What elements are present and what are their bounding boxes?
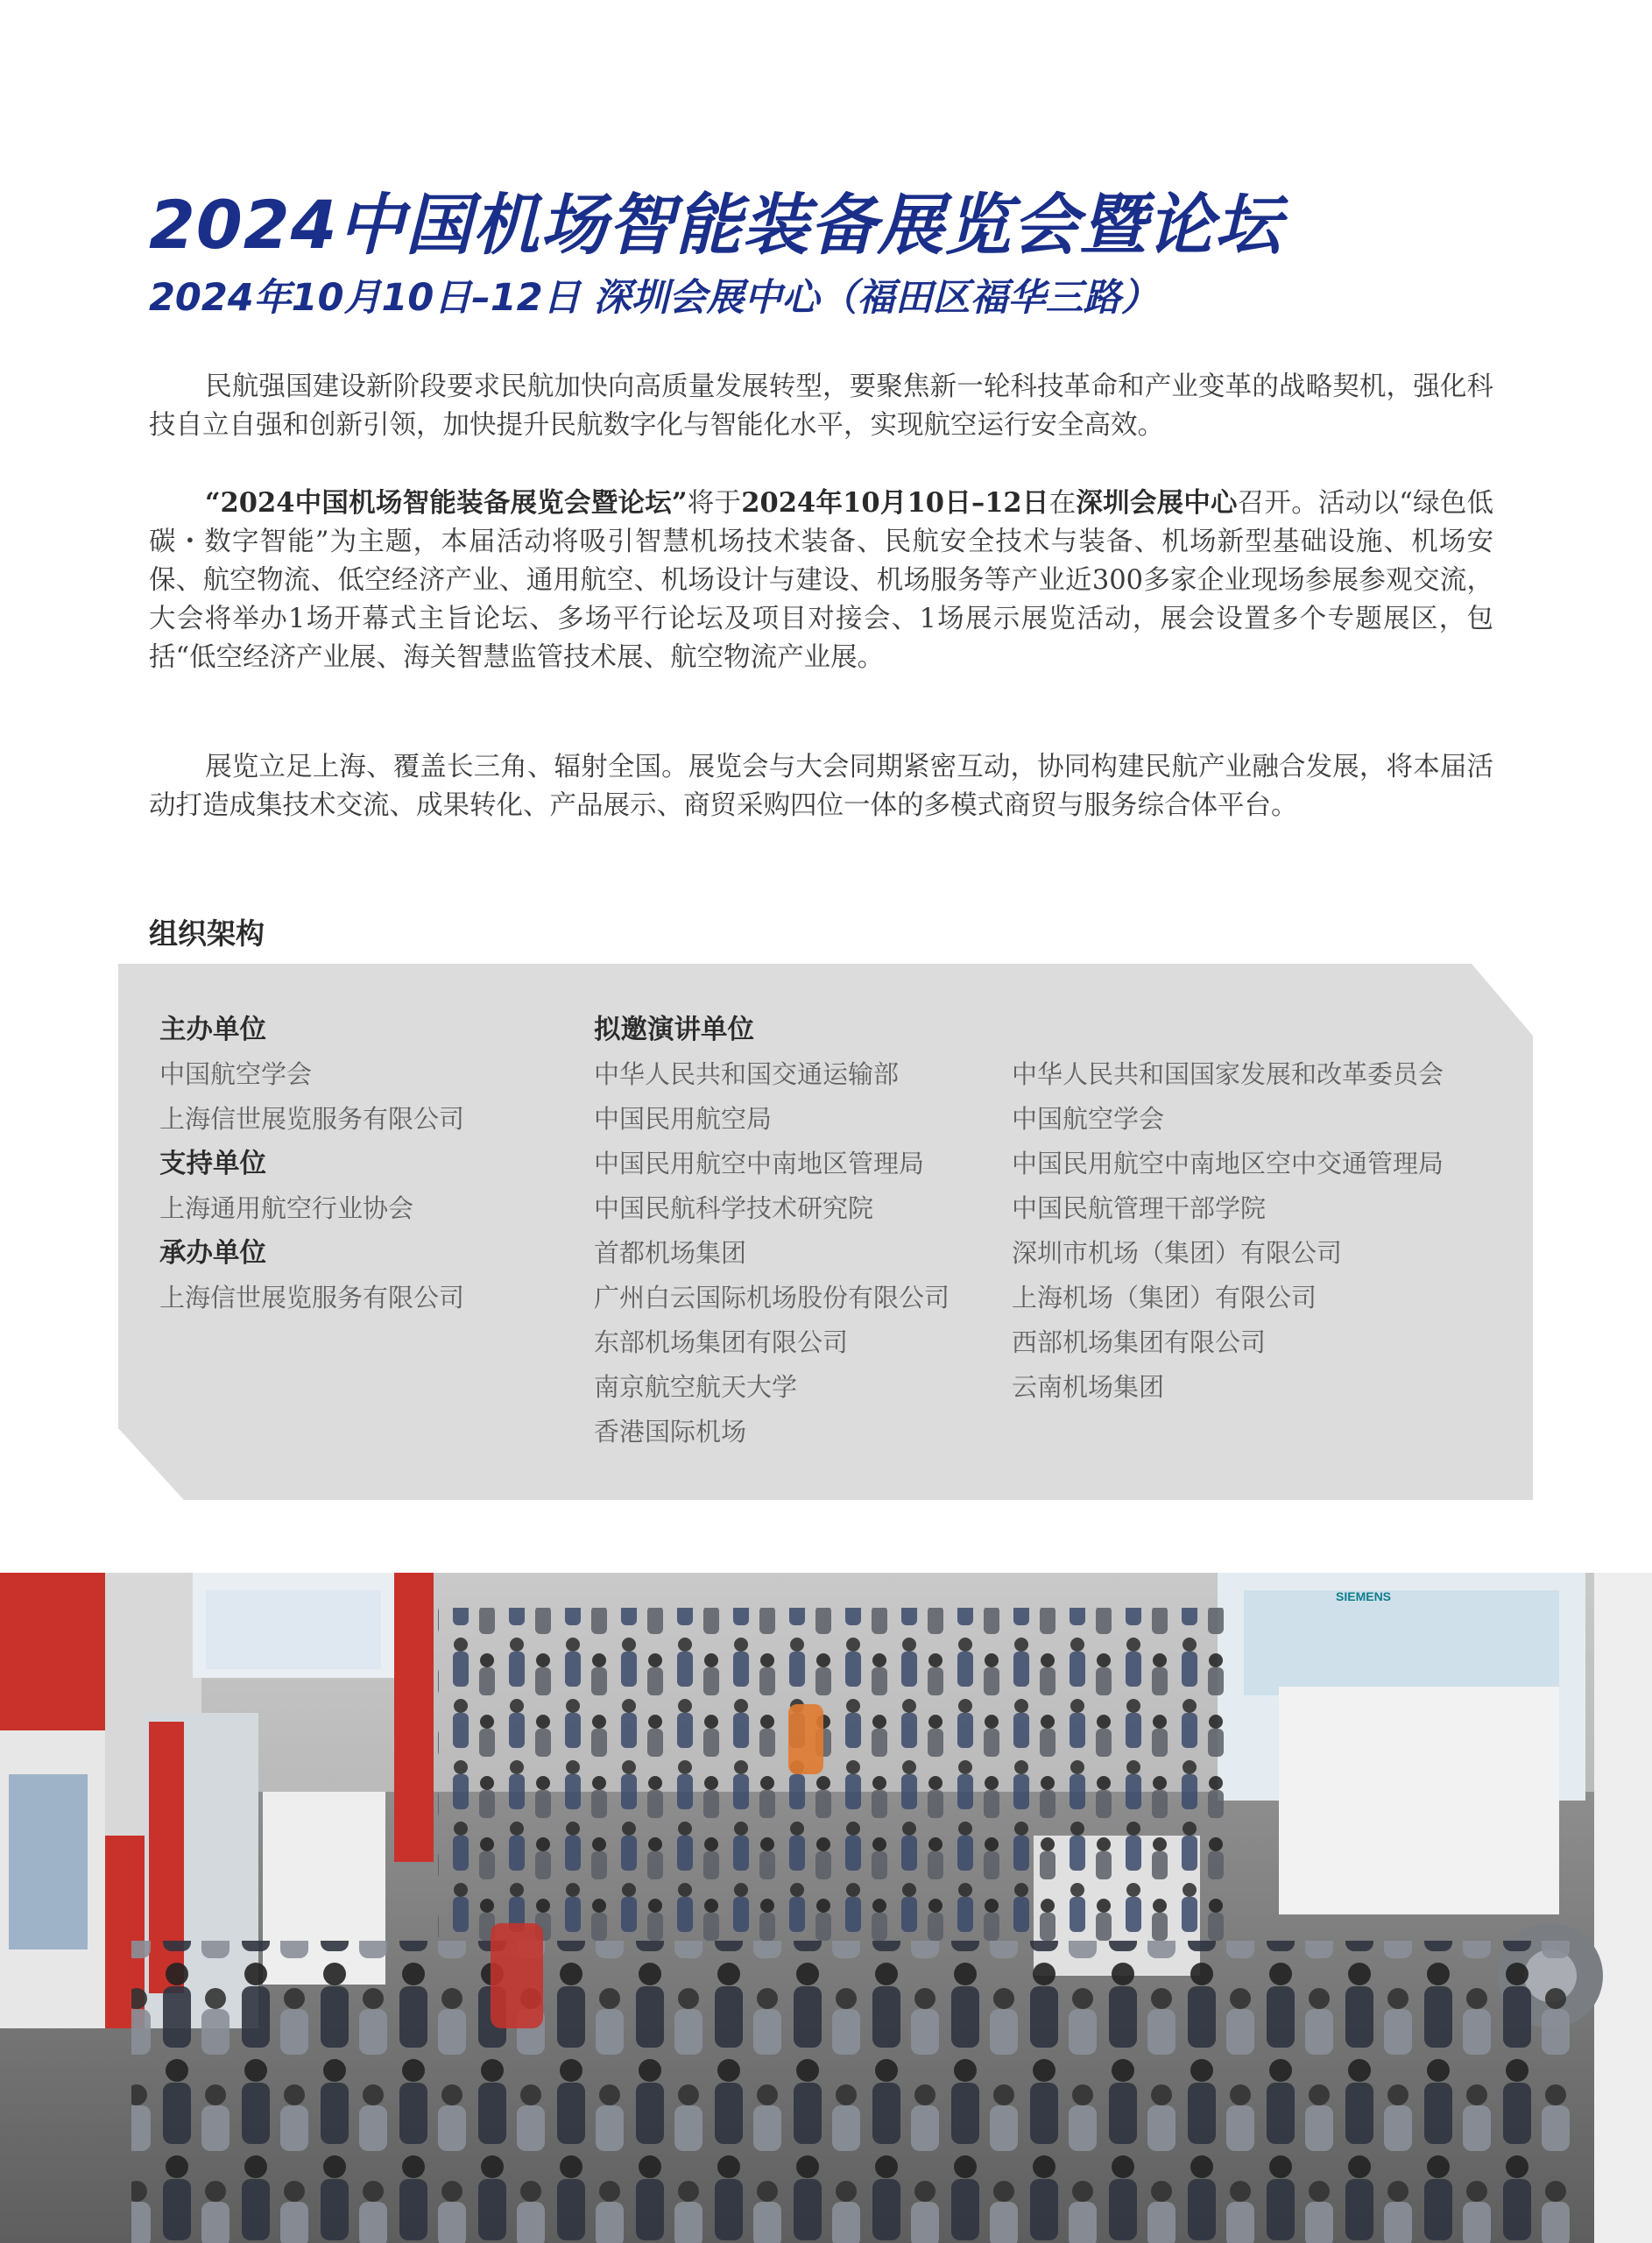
org-section-title: 组织架构 bbox=[149, 916, 265, 951]
org-column-hosts bbox=[159, 1008, 464, 1320]
event-date-venue: 2024年10月10日–12日 深圳会展中心（福田区福华三路） bbox=[149, 276, 1159, 320]
event-venue-bold: 深圳会展中心 bbox=[1076, 487, 1238, 519]
intro-p3-text: 展览立足上海、覆盖长三角、辐射全国。展览会与大会同期紧密互动，协同构建民航产业融合发展，将本届活动打造成集技术交流、成果转化、产品展示、商贸采购四位一体的多模式商贸与服务综合体平台。 bbox=[149, 752, 1493, 821]
siemens-sign: SIEMENS bbox=[1336, 1589, 1392, 1603]
speaker-item: 中华人民共和国国家发展和改革委员会 bbox=[1012, 1059, 1444, 1089]
speaker-item: 云南机场集团 bbox=[1012, 1372, 1165, 1402]
speaker-item: 中国民航管理干部学院 bbox=[1012, 1193, 1267, 1223]
speaker-item: 广州白云国际机场股份有限公司 bbox=[594, 1283, 950, 1313]
event-date-bold: 2024年10月10日–12日 bbox=[741, 487, 1049, 519]
speaker-item: 东部机场集团有限公司 bbox=[594, 1327, 849, 1357]
speaker-item: 香港国际机场 bbox=[594, 1417, 747, 1447]
speaker-item: 中华人民共和国交通运输部 bbox=[594, 1059, 900, 1089]
event-name-quote: “2024中国机场智能装备展览会暨论坛” bbox=[205, 487, 688, 519]
speaker-item: 中国航空学会 bbox=[1012, 1104, 1165, 1134]
intro-p2-a: 将于 bbox=[687, 488, 742, 519]
speaker-item: 中国民航科学技术研究院 bbox=[594, 1193, 874, 1223]
intro-paragraph-3 bbox=[149, 748, 1493, 825]
speaker-item: 西部机场集团有限公司 bbox=[1012, 1327, 1267, 1357]
page-title: 2024中国机场智能装备展览会暨论坛 bbox=[149, 186, 1282, 264]
speaker-item: 首都机场集团 bbox=[594, 1238, 747, 1268]
exhibition-hall-photo bbox=[0, 1573, 1652, 2243]
org-column-speakers-2 bbox=[1012, 1008, 1444, 1410]
intro-paragraph-1 bbox=[149, 368, 1493, 445]
support-item: 上海通用航空行业协会 bbox=[159, 1193, 414, 1223]
organizer-item: 上海信世展览服务有限公司 bbox=[159, 1283, 465, 1313]
speakers-heading: 拟邀演讲单位 bbox=[594, 1014, 754, 1045]
org-column-speakers-1 bbox=[594, 1008, 950, 1454]
speaker-item: 上海机场（集团）有限公司 bbox=[1012, 1283, 1317, 1313]
speaker-item: 深圳市机场（集团）有限公司 bbox=[1012, 1238, 1343, 1268]
support-heading: 支持单位 bbox=[159, 1148, 266, 1179]
speaker-item: 南京航空航天大学 bbox=[594, 1372, 798, 1402]
speaker-item: 中国民用航空中南地区管理局 bbox=[594, 1149, 925, 1178]
host-item: 中国航空学会 bbox=[159, 1059, 313, 1089]
intro-paragraph-2 bbox=[149, 484, 1493, 677]
speaker-item: 中国民用航空中南地区空中交通管理局 bbox=[1012, 1149, 1444, 1178]
host-heading: 主办单位 bbox=[159, 1014, 266, 1045]
intro-p1-text: 民航强国建设新阶段要求民航加快向高质量发展转型，要聚焦新一轮科技革命和产业变革的战略契机，强化科技自立自强和创新引领，加快提升民航数字化与智能化水平，实现航空运行安全高效。 bbox=[149, 371, 1493, 441]
speaker-item: 中国民用航空局 bbox=[594, 1104, 773, 1134]
intro-p2-c: 召开。活动以“绿色低碳・数字智能”为主题，本届活动将吸引智慧机场技术装备、民航安全技术与装备、机场新型基础设施、机场安保、航空物流、低空经济产业、通用航空、机场设计与建设、机场服务等产业近300多家企业现场参展参观交流，大会将举办1场开幕式主旨论坛、多场平行论坛及项目对接会、1场展示展览活动，展会设置多个专题展区，包括“低空经济产业展、海关智慧监管技术展、航空物流产业展。 bbox=[149, 488, 1494, 673]
organizer-heading: 承办单位 bbox=[159, 1237, 266, 1269]
host-item: 上海信世展览服务有限公司 bbox=[159, 1104, 465, 1134]
intro-p2-b: 在 bbox=[1048, 488, 1077, 519]
